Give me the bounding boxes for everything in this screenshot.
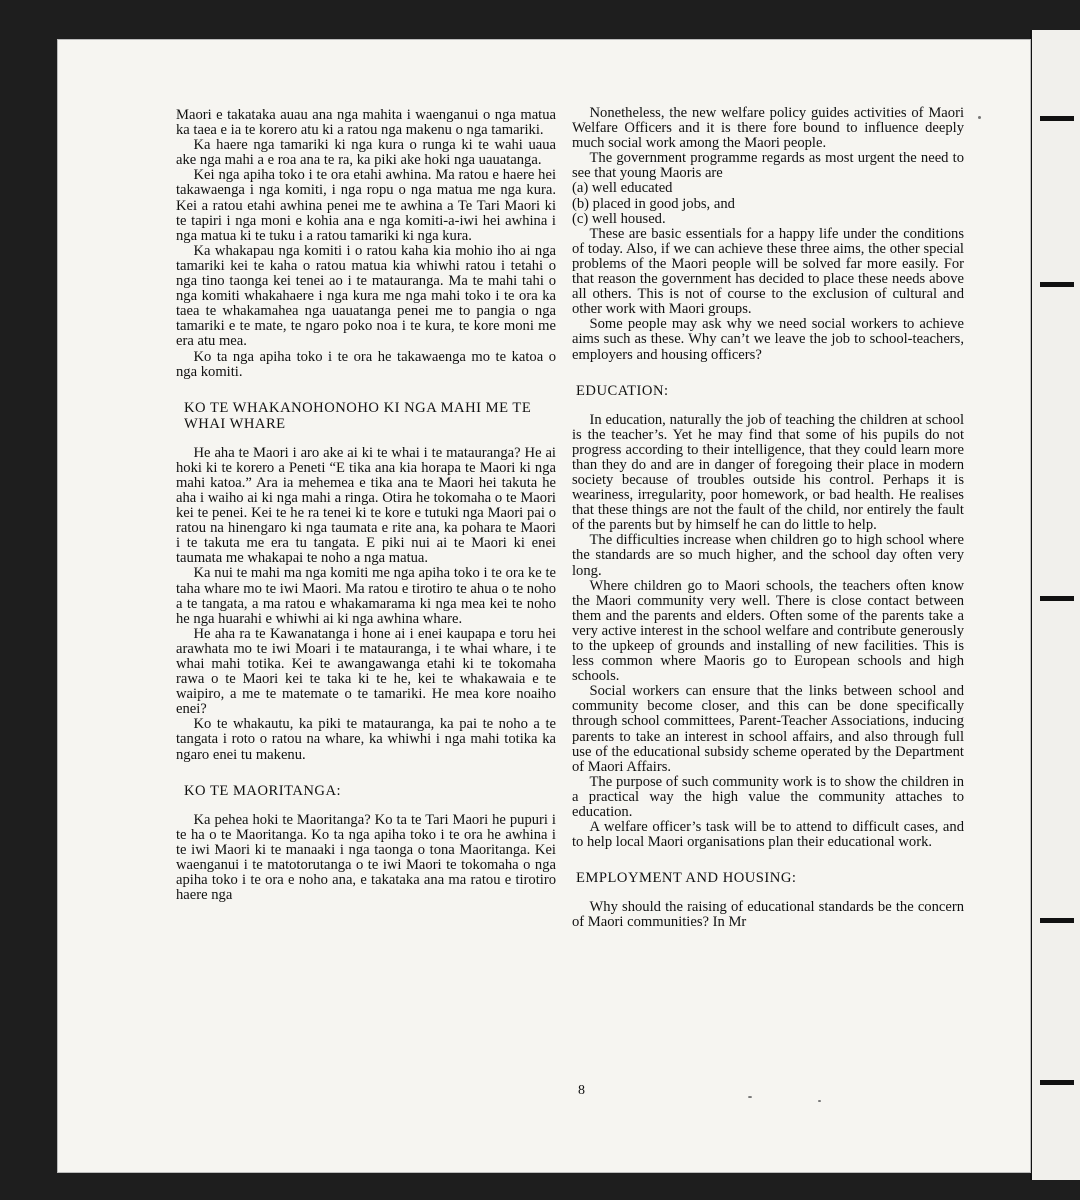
right-column-english	[572, 106, 964, 931]
section-heading-whakanohonoho: KO TE WHAKANOHONOHO KI NGA MAHI ME TE WHAI WHARE	[184, 399, 532, 432]
binding-mark	[1040, 282, 1074, 287]
list-item: (a) well educated	[572, 180, 673, 197]
paragraph: Where children go to Maori schools, the teachers often know the Maori community very well. There is close contact between them and the parents and elders. Often some of the parents take a very active interest in the school welfare and contribute generously to the upkeep of grounds and installing of new facilities. This is less common where Maoris go to European schools and high schools.	[572, 577, 964, 685]
list-item: (c) well housed.	[572, 210, 666, 227]
binding-mark	[1040, 596, 1074, 601]
scan-speck	[978, 116, 981, 119]
paragraph: Ka whakapau nga komiti i o ratou kaha kia mohio iho ai nga tamariki kei te kaha o ratou matua kia whiwhi ratou i tetahi o nga tino taonga kei tenei ao i te matauranga. Ma te mahi tahi o nga komiti whakahaere i nga kura me nga mahi toko i te ora ka taea te whakamahea nga uauatanga penei me to pangia o nga tamariki e te mate, te ngaro poko noa i te kura, te kore moni me era atu mea.	[176, 242, 556, 350]
paragraph: Maori e takataka auau ana nga mahita i waenganui o nga matua ka taea e ia te korero atu ki a ratou nga makenu o nga tamariki.	[176, 107, 556, 139]
binding-mark	[1040, 918, 1074, 923]
paragraph: A welfare officer’s task will be to attend to difficult cases, and to help local Maori organisations plan their educational work.	[572, 819, 964, 851]
scan-speck	[748, 1096, 752, 1098]
section-heading-education: EDUCATION:	[576, 382, 669, 399]
paragraph: These are basic essentials for a happy life under the conditions of today. Also, if we can achieve these three aims, the other special problems of the Maori people will be solved far more easily. For that reason the government has decided to place these needs above all others. This is not of course to the exclusion of cultural and other work with Maori groups.	[572, 225, 964, 318]
paragraph: He aha te Maori i aro ake ai ki te whai i te matauranga? He ai hoki ki te korero a Peneti “E tika ana kia horapa te Maori ki nga mahi katoa.” Ara ia mehemea e tika ana te Maori hei takuta he aha i waiho ai ki nga mahi a ringa. Otira he tokomaha o te Maori kei te penei. Kei te he ra tenei ki te kore e tutuki nga Maori pai o ratou na hinengaro ki nga taumata e rite ana, ka pohara te Maori i te takuta me era tu tangata. E piki nui ai te Maori ki enei taumata me whakapai te noho a nga matua.	[176, 444, 556, 567]
adjacent-page-edge	[1030, 30, 1080, 1180]
paragraph: He aha ra te Kawanatanga i hone ai i enei kaupapa e toru hei arawhata mo te iwi Moari i te matauranga, i te whai whare, i te whai mahi totika. Kei te awangawanga etahi ki te tokomaha rawa o te Maori kei te taka ki te he, kei te whakawaia e te waipiro, a me te matemate o te tamariki. He mea kore noaiho enei?	[176, 625, 556, 718]
left-column-maori	[176, 108, 556, 903]
paragraph: The difficulties increase when children go to high school where the standards are so much higher, and the school day often very long.	[572, 532, 964, 579]
page-number: 8	[578, 1083, 585, 1098]
binding-mark	[1040, 116, 1074, 121]
section-heading-maoritanga: KO TE MAORITANGA:	[184, 782, 342, 799]
paragraph: Kei nga apiha toko i te ora etahi awhina. Ma ratou e haere hei takawaenga i nga komiti, i nga ropu o nga matua me nga kura. Kei a ratou etahi awhina penei me te awhina a Te Tari Maori ki te tapiri i nga moni e kohia ana e nga komiti-a-iwi hei awhina i nga matua ki te tuku i a ratou tamariki ki nga kura.	[176, 167, 556, 244]
binding-mark	[1040, 1080, 1074, 1085]
scan-speck	[818, 1100, 821, 1102]
paragraph: Ka nui te mahi ma nga komiti me nga apiha toko i te ora ke te taha whare mo te iwi Maori. Ma ratou e tirotiro te ahua o te noho a te tangata, a ma ratou e whakamarama ki nga mea kei te noho he nga huarahi e whiwhi ai ki nga awhina whare.	[176, 565, 556, 627]
paragraph: The purpose of such community work is to show the children in a practical way the high value the community attaches to education.	[572, 773, 964, 821]
paragraph: In education, naturally the job of teaching the children at school is the teacher’s. Yet he may find that some of his pupils do not progress according to their intelligence, that they could learn more than they do and are in danger of foregoing their place in modern society because of troubles outside his control. Perhaps it is weariness, irregularity, poor homework, or bad health. He realises that these things are not the fault of the child, nor entirely the fault of the parents but by himself he can do little to help.	[572, 411, 964, 534]
paragraph: Social workers can ensure that the links between school and community become closer, and this can be done specifically through school committees, Parent-Teacher Associations, inducing parents to take an interest in school affairs, and also through full use of the educational subsidy scheme operated by the Department of Maori Affairs.	[572, 683, 964, 775]
paragraph: Why should the raising of educational standards be the concern of Maori communities? In Mr	[572, 899, 964, 931]
paragraph: Some people may ask why we need social workers to achieve aims such as these. Why can’t we leave the job to school-teachers, employers and housing officers?	[572, 316, 964, 363]
paragraph: Nonetheless, the new welfare policy guides activities of Maori Welfare Officers and it is there fore bound to influence deeply much social work among the Maori people.	[572, 105, 964, 152]
paragraph: Ka haere nga tamariki ki nga kura o runga ki te wahi uaua ake nga mahi a e roa ana te ra, ka piki ake hoki nga uauatanga.	[176, 137, 556, 169]
paragraph: The government programme regards as most urgent the need to see that young Maoris are	[572, 150, 964, 182]
paragraph: Ka pehea hoki te Maoritanga? Ko ta te Tari Maori he pupuri i te ha o te Maoritanga. Ko ta nga apiha toko i te ora he awhina i te iwi Maori ki te manaaki i nga taonga o tona Maoritanga. Kei waenganui i te matotorutanga o te iwi Maori te tokomaha o nga apiha toko i te ora e noho ana, e takataka ana ma ratou e tirotiro haere nga	[176, 811, 556, 904]
list-item: (b) placed in good jobs, and	[572, 195, 735, 212]
section-heading-employment-housing: EMPLOYMENT AND HOUSING:	[576, 870, 797, 887]
paragraph: Ko ta nga apiha toko i te ora he takawaenga mo te katoa o nga komiti.	[176, 348, 556, 380]
paragraph: Ko te whakautu, ka piki te matauranga, ka pai te noho a te tangata i roto o ratou na whare, ka whiwhi i nga mahi totika ka ngaro enei tu makenu.	[176, 716, 556, 763]
